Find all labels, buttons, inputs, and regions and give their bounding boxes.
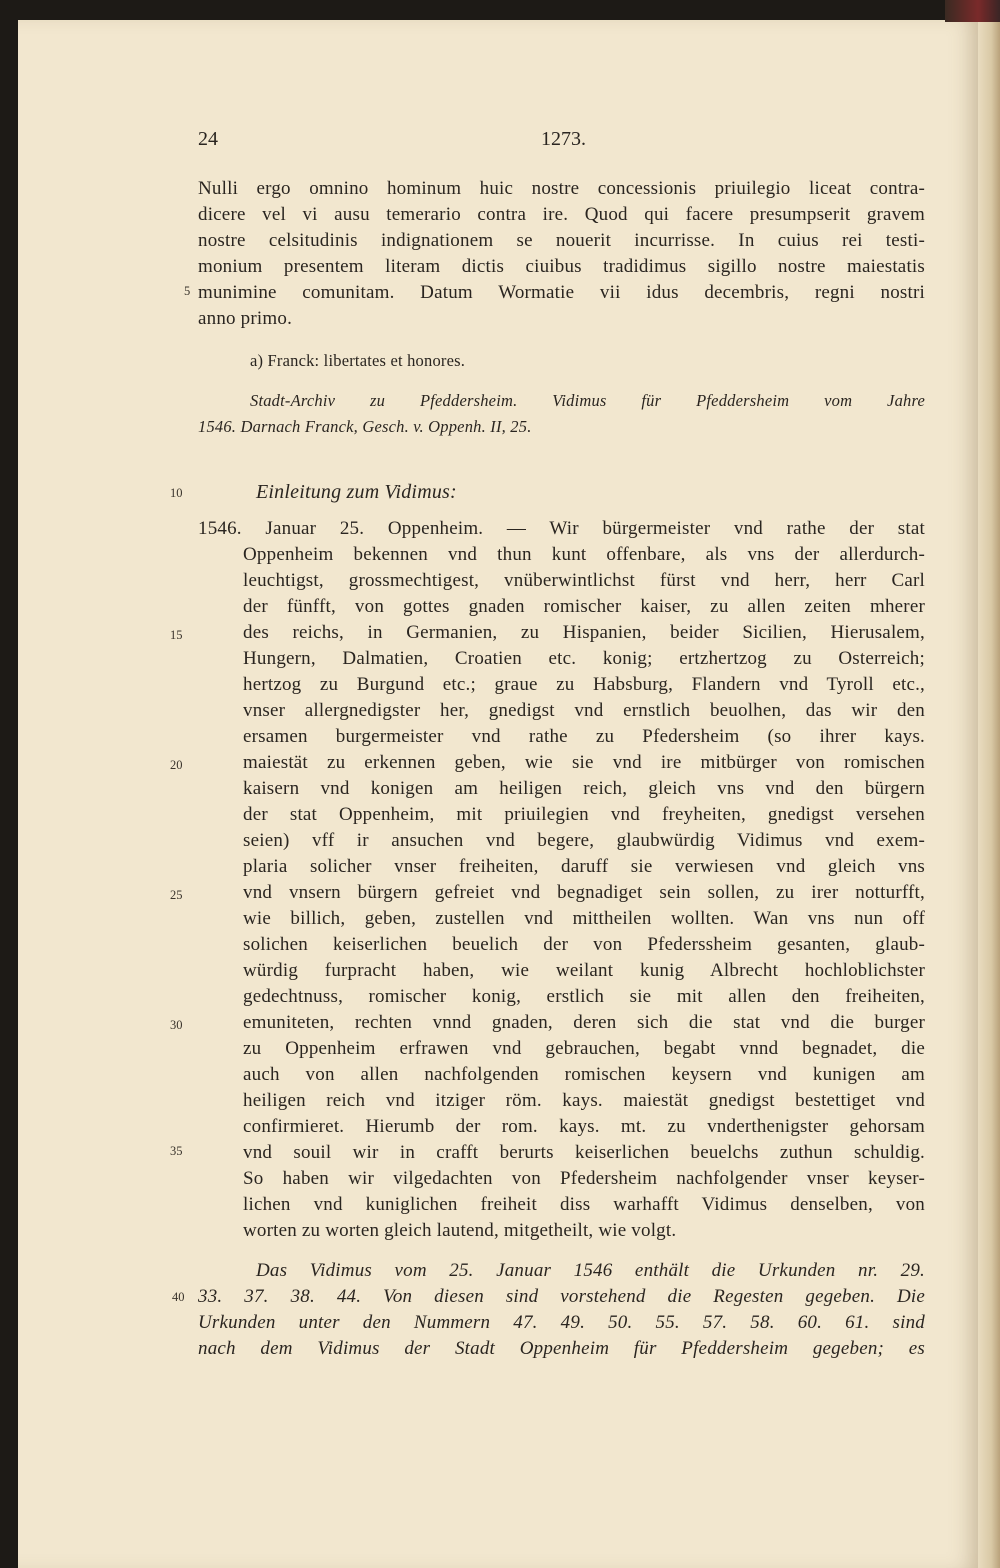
page-number: 24: [198, 128, 218, 150]
text-line: heiligen reich vnd itziger röm. kays. maiestät gnedigst bestettiget vnd: [243, 1090, 925, 1111]
text-line: dicere vel vi ausu temerario contra ire. Quod qui facere presumpserit gravem: [198, 204, 925, 225]
text-line: Urkunden unter den Nummern 47. 49. 50. 55. 57. 58. 60. 61. sind: [198, 1312, 925, 1333]
text-line: vnser allergnedigster her, gnedigst vnd ernstlich beuolhen, das wir den: [243, 700, 925, 721]
header-year: 1273.: [541, 128, 586, 150]
text-line: 1546. Darnach Franck, Gesch. v. Oppenh. II, 25.: [198, 417, 532, 436]
charter-text: [198, 176, 925, 332]
text-line: solichen keiserlichen beuelich der von Pfederssheim gesanten, glaub-: [243, 934, 925, 955]
line-number: 30: [170, 1018, 183, 1032]
text-line: lichen vnd kuniglichen freiheit diss warhafft Vidimus denselben, von: [243, 1194, 925, 1215]
text-line: confirmieret. Hierumb der rom. kays. mt. zu vnderthenigster gehorsam: [243, 1116, 925, 1137]
text-line: anno primo.: [198, 308, 293, 329]
text-line: zu Oppenheim erfrawen vnd gebrauchen, begabt vnnd begnadet, die: [243, 1038, 925, 1059]
page-edge: [978, 22, 1000, 1568]
text-line: Das Vidimus vom 25. Januar 1546 enthält die Urkunden nr. 29.: [256, 1260, 925, 1281]
text-line: der stat Oppenheim, mit priuilegien vnd freyheiten, gnedigst versehen: [243, 804, 925, 825]
footnote: [198, 348, 925, 374]
text-line: plaria solicher vnser freiheiten, daruff sie verwiesen vnd gleich vns: [243, 856, 925, 877]
text-line: So haben wir vilgedachten von Pfedersheim nachfolgender vnser keyser-: [243, 1168, 925, 1189]
text-line: ersamen burgermeister vnd rathe zu Pfedersheim (so ihrer kays.: [243, 726, 925, 747]
text-line: seien) vff ir ansuchen vnd begere, glaubwürdig Vidimus vnd exem-: [243, 830, 925, 851]
text-line: leuchtigst, grossmechtigest, vnüberwintlichst fürst vnd herr, herr Carl: [243, 570, 925, 591]
running-header: [198, 128, 925, 158]
text-line: nostre celsitudinis indignationem se nouerit incurrisse. In cuius rei testi-: [198, 230, 925, 251]
line-number: 40: [172, 1290, 185, 1304]
text-line: des reichs, in Germanien, zu Hispanien, beider Sicilien, Hierusalem,: [243, 622, 925, 643]
text-line: Stadt-Archiv zu Pfeddersheim. Vidimus für Pfeddersheim vom Jahre: [250, 391, 925, 410]
line-number: 35: [170, 1144, 183, 1158]
editor-note: [198, 1258, 925, 1362]
text-line: Nulli ergo omnino hominum huic nostre concessionis priuilegio liceat contra-: [198, 178, 925, 199]
text-line: nach dem Vidimus der Stadt Oppenheim für Pfeddersheim gegeben; es: [198, 1338, 925, 1359]
text-line: auch von allen nachfolgenden romischen keysern vnd kunigen am: [243, 1064, 925, 1085]
text-line: wie billich, geben, zustellen vnd mittheilen wollten. Wan vns nun off: [243, 908, 925, 929]
text-line: der fünfft, von gottes gnaden romischer kaiser, zu allen zeiten mherer: [243, 596, 925, 617]
binding-corner: [945, 0, 1000, 22]
text-line: vnd souil wir in crafft berurts keiserlichen beuelchs zuthun schuldig.: [243, 1142, 925, 1163]
text-line: worten zu worten gleich lautend, mitgetheilt, wie volgt.: [243, 1220, 677, 1241]
text-line: 1546. Januar 25. Oppenheim. — Wir bürgermeister vnd rathe der stat: [198, 518, 925, 539]
line-number: 25: [170, 888, 183, 902]
line-number: 5: [184, 284, 191, 298]
text-line: hertzog zu Burgund etc.; graue zu Habsburg, Flandern vnd Tyroll etc.,: [243, 674, 925, 695]
text-line: würdig furpracht haben, wie weilant kunig Albrecht hochloblichster: [243, 960, 925, 981]
line-number: 10: [170, 486, 183, 500]
text-line: vnd vnsern bürgern gefreiet vnd begnadiget sein sollen, zu irer notturfft,: [243, 882, 925, 903]
text-line: Hungern, Dalmatien, Croatien etc. konig; ertzhertzog zu Osterreich;: [243, 648, 925, 669]
source-note: [198, 388, 925, 440]
text-line: emuniteten, rechten vnnd gnaden, deren sich die stat vnd die burger: [243, 1012, 925, 1033]
text-line: maiestät zu erkennen geben, wie sie vnd ire mitbürger von romischen: [243, 752, 925, 773]
text-line: gedechtnuss, romischer konig, erstlich sie mit allen den freiheiten,: [243, 986, 925, 1007]
text-line: monium presentem literam dictis ciuibus tradidimus sigillo nostre maiestatis: [198, 256, 925, 277]
section-title: Einleitung zum Vidimus:: [256, 481, 457, 503]
text-line: Oppenheim bekennen vnd thun kunt offenbare, als vns der allerdurch-: [243, 544, 925, 565]
line-number: 20: [170, 758, 183, 772]
footnote-text: a) Franck: libertates et honores.: [250, 351, 466, 370]
text-line: 33. 37. 38. 44. Von diesen sind vorstehend die Regesten gegeben. Die: [198, 1286, 925, 1307]
line-number: 15: [170, 628, 183, 642]
vidimus-text: [198, 516, 925, 1244]
section-heading: [198, 479, 925, 505]
text-line: kaisern vnd konigen am heiligen reich, gleich vns vnd den bürgern: [243, 778, 925, 799]
text-line: munimine comunitam. Datum Wormatie vii idus decembris, regni nostri: [198, 282, 925, 303]
